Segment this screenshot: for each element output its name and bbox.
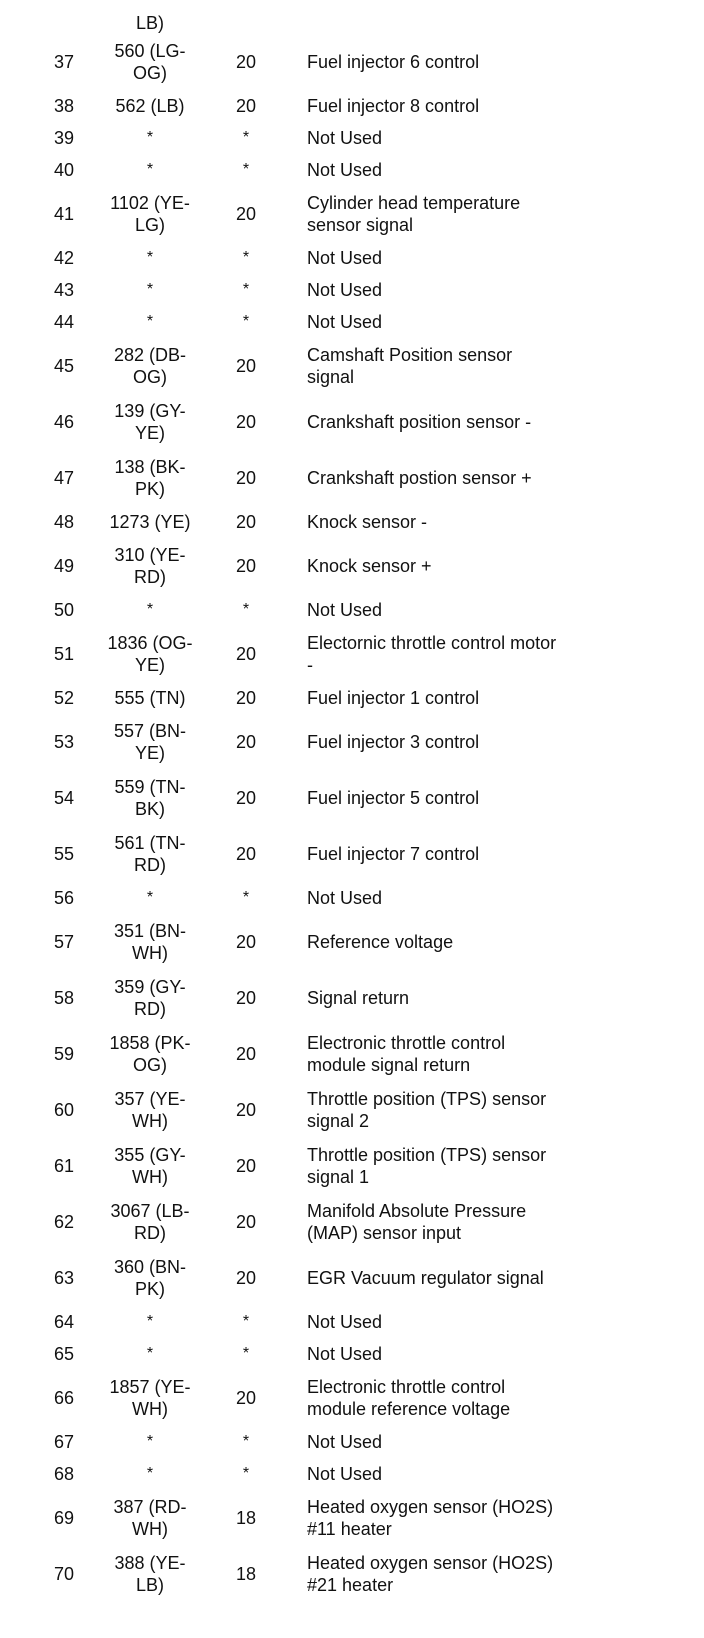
description-line: Crankshaft position sensor - xyxy=(307,411,532,432)
description-line: Fuel injector 6 control xyxy=(307,51,480,72)
circuit-description xyxy=(307,882,607,914)
circuit-line: * xyxy=(146,601,154,618)
description-line: Not Used xyxy=(307,1431,383,1452)
wire-gauge: 20 xyxy=(235,731,257,752)
circuit-description xyxy=(307,826,607,882)
description-line: signal xyxy=(307,367,355,387)
pin-number: 43 xyxy=(53,279,75,300)
wire-gauge: 20 xyxy=(235,511,257,532)
wire-gauge: * xyxy=(242,1465,250,1482)
description-line: Fuel injector 8 control xyxy=(307,95,480,116)
circuit-cell xyxy=(100,450,200,506)
pin-number: 37 xyxy=(53,51,75,72)
circuit-cell xyxy=(100,274,200,306)
circuit-line: * xyxy=(146,1465,154,1482)
circuit-description xyxy=(307,450,607,506)
circuit-cell xyxy=(100,1194,200,1250)
circuit-line: * xyxy=(146,313,154,330)
circuit-line: 559 (TN- xyxy=(114,776,186,797)
circuit-cell xyxy=(100,882,200,914)
wire-gauge: 20 xyxy=(235,987,257,1008)
wire-gauge: 20 xyxy=(235,843,257,864)
circuit-line: 139 (GY- xyxy=(114,400,186,421)
circuit-description xyxy=(307,1338,607,1370)
circuit-cell xyxy=(100,186,200,242)
table-row xyxy=(0,186,704,242)
table-row xyxy=(0,1250,704,1306)
circuit-cell xyxy=(100,1546,200,1602)
circuit-cell xyxy=(100,594,200,626)
wire-gauge: 20 xyxy=(235,51,257,72)
description-line: EGR Vacuum regulator signal xyxy=(307,1267,544,1288)
wire-gauge: 20 xyxy=(235,1211,257,1232)
table-row xyxy=(0,1338,704,1370)
circuit-cell xyxy=(100,1370,200,1426)
table-row xyxy=(0,914,704,970)
circuit-description xyxy=(307,594,607,626)
pin-number: 67 xyxy=(53,1431,75,1452)
circuit-line: YE) xyxy=(134,655,165,675)
pin-number: 59 xyxy=(53,1043,75,1064)
table-row xyxy=(0,338,704,394)
pin-number: 44 xyxy=(53,311,75,332)
continued-row xyxy=(0,0,704,34)
pin-number: 66 xyxy=(53,1387,75,1408)
circuit-description xyxy=(307,714,607,770)
circuit-cell xyxy=(100,770,200,826)
table-row xyxy=(0,394,704,450)
table-row xyxy=(0,506,704,538)
description-line: (MAP) sensor input xyxy=(307,1223,462,1243)
description-line: Crankshaft postion sensor + xyxy=(307,467,532,488)
pin-number: 48 xyxy=(53,511,75,532)
continued-circuit: LB) xyxy=(135,13,164,33)
circuit-description xyxy=(307,770,607,826)
pin-number: 46 xyxy=(53,411,75,432)
circuit-line: 1858 (PK- xyxy=(109,1032,191,1053)
table-row xyxy=(0,1138,704,1194)
pin-number: 51 xyxy=(53,643,75,664)
pin-number: 52 xyxy=(53,687,75,708)
circuit-line: * xyxy=(146,1433,154,1450)
circuit-line: 310 (YE- xyxy=(114,544,186,565)
wire-gauge: * xyxy=(242,1345,250,1362)
description-line: Camshaft Position sensor xyxy=(307,344,513,365)
circuit-line: YE) xyxy=(134,743,165,763)
circuit-line: PK) xyxy=(134,1279,165,1299)
circuit-line: 1857 (YE- xyxy=(109,1376,191,1397)
description-line: Not Used xyxy=(307,599,383,620)
circuit-description xyxy=(307,1026,607,1082)
circuit-description xyxy=(307,914,607,970)
pin-number: 39 xyxy=(53,127,75,148)
wire-gauge: 20 xyxy=(235,787,257,808)
wire-gauge: * xyxy=(242,313,250,330)
description-line: Knock sensor - xyxy=(307,511,428,532)
circuit-cell xyxy=(100,1490,200,1546)
circuit-line: 351 (BN- xyxy=(113,920,187,941)
circuit-line: WH) xyxy=(132,1111,168,1131)
circuit-description xyxy=(307,970,607,1026)
circuit-line: RD) xyxy=(133,999,166,1019)
table-row xyxy=(0,242,704,274)
description-line: signal 1 xyxy=(307,1167,370,1187)
circuit-line: 555 (TN) xyxy=(114,687,186,708)
circuit-line: LG) xyxy=(134,215,165,235)
circuit-cell xyxy=(100,506,200,538)
table-row xyxy=(0,594,704,626)
pin-number: 65 xyxy=(53,1343,75,1364)
description-line: signal 2 xyxy=(307,1111,370,1131)
wire-gauge: 20 xyxy=(235,95,257,116)
circuit-description xyxy=(307,1370,607,1426)
circuit-line: 557 (BN- xyxy=(113,720,187,741)
circuit-description xyxy=(307,1194,607,1250)
table-row xyxy=(0,770,704,826)
circuit-line: * xyxy=(146,281,154,298)
wire-gauge: 20 xyxy=(235,1155,257,1176)
circuit-description xyxy=(307,394,607,450)
description-line: Fuel injector 3 control xyxy=(307,731,480,752)
wire-gauge: * xyxy=(242,1313,250,1330)
wire-gauge: 20 xyxy=(235,1043,257,1064)
description-line: Not Used xyxy=(307,1311,383,1332)
circuit-cell xyxy=(100,826,200,882)
circuit-line: WH) xyxy=(132,943,168,963)
circuit-cell xyxy=(100,1458,200,1490)
table-row xyxy=(0,626,704,682)
circuit-cell xyxy=(100,1026,200,1082)
circuit-line: 560 (LG- xyxy=(114,40,186,61)
circuit-description xyxy=(307,1458,607,1490)
circuit-description xyxy=(307,1250,607,1306)
circuit-line: YE) xyxy=(134,423,165,443)
wire-gauge: * xyxy=(242,1433,250,1450)
table-row xyxy=(0,1490,704,1546)
circuit-cell xyxy=(100,1082,200,1138)
circuit-cell xyxy=(100,154,200,186)
pin-number: 61 xyxy=(53,1155,75,1176)
circuit-cell xyxy=(100,1250,200,1306)
wire-gauge: 20 xyxy=(235,687,257,708)
circuit-cell xyxy=(100,626,200,682)
table-row xyxy=(0,714,704,770)
pin-number: 57 xyxy=(53,931,75,952)
wire-gauge: 20 xyxy=(235,467,257,488)
pin-number: 58 xyxy=(53,987,75,1008)
circuit-line: 1273 (YE) xyxy=(109,511,191,532)
description-line: Electornic throttle control motor xyxy=(307,632,557,653)
table-row xyxy=(0,154,704,186)
circuit-cell xyxy=(100,970,200,1026)
description-line: Fuel injector 1 control xyxy=(307,687,480,708)
circuit-description xyxy=(307,626,607,682)
description-line: Not Used xyxy=(307,887,383,908)
description-line: Cylinder head temperature xyxy=(307,192,521,213)
circuit-cell xyxy=(100,714,200,770)
circuit-line: OG) xyxy=(132,63,167,83)
circuit-description xyxy=(307,506,607,538)
wire-gauge: 20 xyxy=(235,555,257,576)
circuit-line: 1836 (OG- xyxy=(107,632,193,653)
pin-number: 69 xyxy=(53,1507,75,1528)
circuit-line: 562 (LB) xyxy=(115,95,185,116)
wire-gauge: * xyxy=(242,129,250,146)
table-row xyxy=(0,34,704,90)
pin-number: 64 xyxy=(53,1311,75,1332)
circuit-line: * xyxy=(146,129,154,146)
circuit-line: 360 (BN- xyxy=(113,1256,187,1277)
pin-number: 41 xyxy=(53,203,75,224)
table-row xyxy=(0,538,704,594)
description-line: Electronic throttle control xyxy=(307,1376,506,1397)
circuit-line: OG) xyxy=(133,367,167,387)
circuit-line: * xyxy=(146,889,154,906)
circuit-description xyxy=(307,306,607,338)
circuit-cell xyxy=(100,394,200,450)
circuit-line: 355 (GY- xyxy=(114,1144,186,1165)
pin-number: 56 xyxy=(53,887,75,908)
circuit-line: 282 (DB- xyxy=(113,344,187,365)
table-row xyxy=(0,1458,704,1490)
circuit-line: 561 (TN- xyxy=(114,832,186,853)
table-row xyxy=(0,1370,704,1426)
table-row xyxy=(0,1194,704,1250)
circuit-description xyxy=(307,338,607,394)
circuit-cell xyxy=(100,90,200,122)
circuit-line: LB) xyxy=(135,1575,164,1595)
circuit-line: 387 (RD- xyxy=(113,1496,187,1517)
description-line: Not Used xyxy=(307,1343,383,1364)
circuit-line: RD) xyxy=(133,567,166,587)
wire-gauge: 20 xyxy=(235,411,257,432)
pin-number: 70 xyxy=(53,1563,75,1584)
pin-number: 63 xyxy=(53,1267,75,1288)
circuit-cell xyxy=(100,34,200,90)
description-line: module signal return xyxy=(307,1055,471,1075)
description-line: Heated oxygen sensor (HO2S) xyxy=(307,1496,554,1517)
wire-gauge: 20 xyxy=(235,355,257,376)
wire-gauge: * xyxy=(242,281,250,298)
circuit-cell xyxy=(100,338,200,394)
circuit-cell xyxy=(100,1426,200,1458)
description-line: Throttle position (TPS) sensor xyxy=(307,1088,547,1109)
pin-number: 50 xyxy=(53,599,75,620)
circuit-line: RD) xyxy=(134,1223,166,1243)
wire-gauge: 20 xyxy=(235,1267,257,1288)
circuit-description xyxy=(307,1490,607,1546)
table-row xyxy=(0,970,704,1026)
circuit-line: WH) xyxy=(132,1167,168,1187)
circuit-line: * xyxy=(146,249,154,266)
circuit-line: 359 (GY- xyxy=(114,976,186,997)
description-line: Not Used xyxy=(307,247,383,268)
table-row xyxy=(0,882,704,914)
description-line: Heated oxygen sensor (HO2S) xyxy=(307,1552,554,1573)
wire-gauge: 20 xyxy=(235,931,257,952)
pin-number: 54 xyxy=(53,787,75,808)
wire-gauge: 20 xyxy=(235,1099,257,1120)
wire-gauge: 18 xyxy=(235,1563,257,1584)
pin-number: 53 xyxy=(53,731,75,752)
table-row xyxy=(0,1082,704,1138)
circuit-description xyxy=(307,122,607,154)
description-line: Signal return xyxy=(307,987,410,1008)
pin-number: 45 xyxy=(53,355,75,376)
circuit-line: 357 (YE- xyxy=(114,1088,186,1109)
description-line: #21 heater xyxy=(307,1575,394,1595)
description-line: - xyxy=(307,655,313,675)
description-line: #11 heater xyxy=(307,1519,392,1539)
table-row xyxy=(0,450,704,506)
circuit-description xyxy=(307,154,607,186)
circuit-description xyxy=(307,538,607,594)
pin-number: 47 xyxy=(53,467,75,488)
circuit-cell xyxy=(100,682,200,714)
wire-gauge: * xyxy=(242,249,250,266)
table-row xyxy=(0,306,704,338)
description-line: Fuel injector 5 control xyxy=(307,787,480,808)
circuit-line: 138 (BK- xyxy=(114,456,186,477)
circuit-line: 1102 (YE- xyxy=(110,192,190,213)
circuit-cell xyxy=(100,306,200,338)
circuit-line: OG) xyxy=(132,1055,167,1075)
circuit-line: * xyxy=(146,1313,154,1330)
circuit-description xyxy=(307,1138,607,1194)
circuit-description xyxy=(307,1082,607,1138)
circuit-cell xyxy=(100,1138,200,1194)
circuit-cell xyxy=(100,1338,200,1370)
table-row xyxy=(0,826,704,882)
pin-number: 68 xyxy=(53,1463,75,1484)
circuit-line: WH) xyxy=(132,1399,168,1419)
circuit-line: WH) xyxy=(132,1519,168,1539)
table-row xyxy=(0,1546,704,1602)
circuit-line: PK) xyxy=(134,479,165,499)
table-row xyxy=(0,682,704,714)
circuit-description xyxy=(307,1546,607,1602)
pin-number: 38 xyxy=(53,95,75,116)
description-line: Throttle position (TPS) sensor xyxy=(307,1144,547,1165)
circuit-description xyxy=(307,1306,607,1338)
circuit-description xyxy=(307,34,607,90)
circuit-description xyxy=(307,274,607,306)
description-line: Manifold Absolute Pressure xyxy=(307,1200,527,1221)
table-row xyxy=(0,1426,704,1458)
description-line: sensor signal xyxy=(307,215,414,235)
table-row xyxy=(0,122,704,154)
pin-number: 40 xyxy=(53,159,75,180)
circuit-cell xyxy=(100,122,200,154)
description-line: Fuel injector 7 control xyxy=(307,843,480,864)
wire-gauge: 20 xyxy=(235,203,257,224)
pin-number: 55 xyxy=(53,843,75,864)
wire-gauge: 18 xyxy=(235,1507,257,1528)
description-line: Not Used xyxy=(307,1463,383,1484)
table-row xyxy=(0,274,704,306)
circuit-description xyxy=(307,90,607,122)
description-line: Knock sensor + xyxy=(307,555,432,576)
circuit-cell xyxy=(100,914,200,970)
wire-gauge: * xyxy=(242,161,250,178)
pin-number: 49 xyxy=(53,555,75,576)
pin-number: 60 xyxy=(53,1099,75,1120)
description-line: Not Used xyxy=(307,127,383,148)
circuit-line: RD) xyxy=(133,855,166,875)
pin-number: 42 xyxy=(53,247,75,268)
pin-number: 62 xyxy=(53,1211,75,1232)
wire-gauge: * xyxy=(242,601,250,618)
circuit-description xyxy=(307,242,607,274)
circuit-description xyxy=(307,682,607,714)
circuit-line: * xyxy=(146,1345,154,1362)
circuit-line: * xyxy=(146,161,154,178)
description-line: Reference voltage xyxy=(307,931,454,952)
circuit-cell xyxy=(100,242,200,274)
wire-gauge: 20 xyxy=(235,643,257,664)
table-row xyxy=(0,1306,704,1338)
circuit-line: 3067 (LB- xyxy=(110,1200,190,1221)
table-row xyxy=(0,1026,704,1082)
circuit-description xyxy=(307,1426,607,1458)
description-line: Not Used xyxy=(307,279,383,300)
pin-rows xyxy=(0,34,704,1602)
circuit-description xyxy=(307,186,607,242)
circuit-cell xyxy=(100,538,200,594)
description-line: Electronic throttle control xyxy=(307,1032,506,1053)
description-line: Not Used xyxy=(307,311,383,332)
circuit-line: BK) xyxy=(134,799,165,819)
description-line: Not Used xyxy=(307,159,383,180)
circuit-cell xyxy=(100,1306,200,1338)
wire-gauge: 20 xyxy=(235,1387,257,1408)
description-line: module reference voltage xyxy=(307,1399,511,1419)
circuit-line: 388 (YE- xyxy=(114,1552,186,1573)
table-row xyxy=(0,90,704,122)
wire-gauge: * xyxy=(242,889,250,906)
